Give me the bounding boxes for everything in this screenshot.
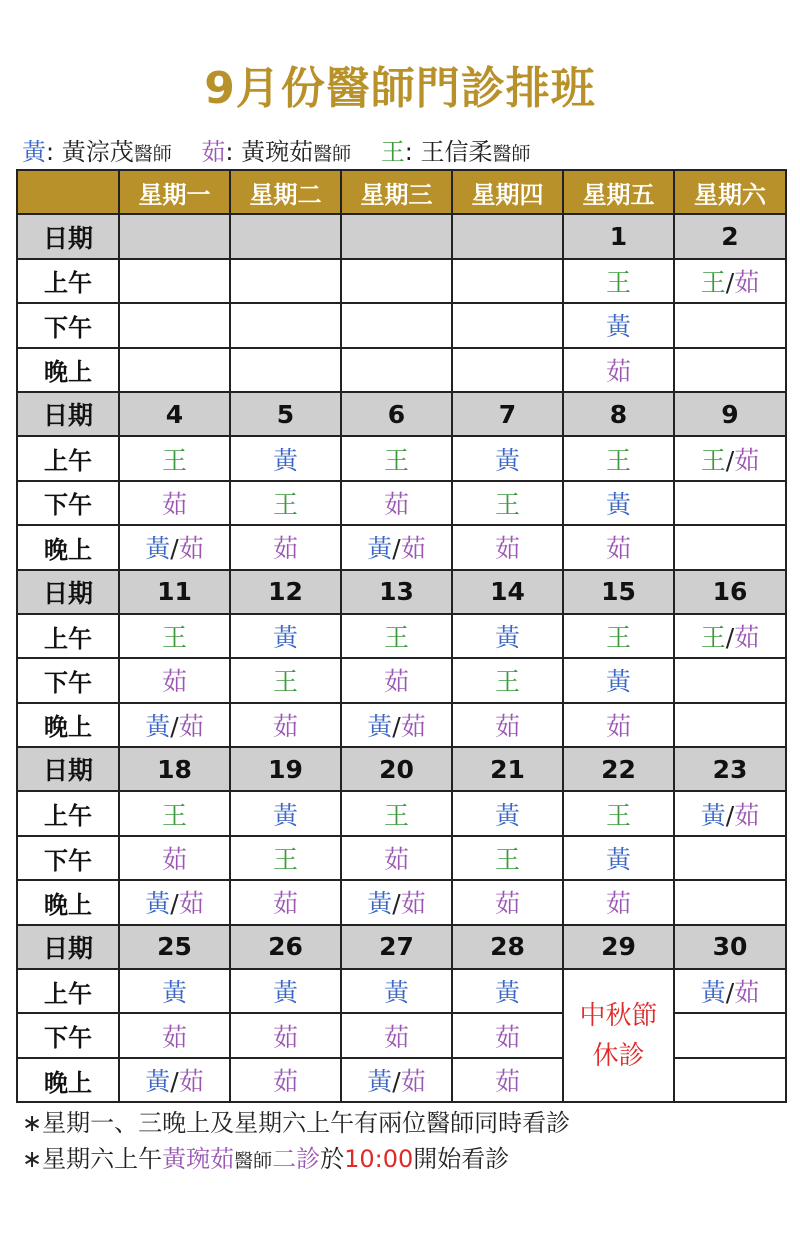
shift-cell [341,880,452,924]
doctor-mark: 茹 [272,1022,298,1052]
separator: / [170,711,179,741]
shift-cell [563,880,674,924]
shift-cell [119,1058,230,1102]
shift-cell [119,703,230,747]
shift-cell [674,259,786,303]
doctor-mark: 王 [605,267,631,297]
shift-label: 晚上 [17,525,119,569]
shift-cell [119,880,230,924]
doctor-mark: 王 [383,800,409,830]
shift-row-eve [17,348,786,392]
separator: / [170,889,179,919]
shift-cell [230,436,341,480]
shift-cell [674,703,786,747]
shift-label: 晚上 [17,880,119,924]
doctor-mark: 黃 [145,711,171,741]
shift-cell [119,969,230,1013]
date-cell: 22 [563,747,674,791]
date-cell [119,214,230,258]
shift-cell [230,836,341,880]
shift-cell [563,791,674,835]
shift-cell [119,481,230,525]
shift-label: 下午 [17,481,119,525]
notes [22,1105,570,1179]
date-cell: 27 [341,925,452,969]
shift-cell [563,303,674,347]
shift-cell [563,481,674,525]
doctor-mark: 黃 [145,889,171,919]
shift-cell [341,791,452,835]
shift-label: 下午 [17,1013,119,1057]
day-header: 星期一 [119,170,230,214]
shift-cell [563,348,674,392]
shift-row-pm [17,303,786,347]
legend-suffix: 醫師 [492,143,531,165]
doctor-mark: 黃 [367,534,393,564]
doctor-mark: 茹 [383,667,409,697]
note-2-doctor: 黃琬茹 [162,1145,235,1173]
holiday-closed: 休診 [592,1040,645,1071]
doctor-mark: 黃 [161,978,187,1008]
doctor-mark: 王 [161,445,187,475]
day-header: 星期三 [341,170,452,214]
separator: / [392,1067,401,1096]
doctor-mark: 王 [605,800,631,830]
date-cell: 20 [341,747,452,791]
doctor-mark: 黃 [494,978,520,1008]
doctor-mark: 黃 [494,623,520,653]
doctor-mark: 王 [272,667,298,697]
shift-cell [230,481,341,525]
doctor-mark: 黃 [494,445,520,475]
header-row [17,170,786,214]
doctor-mark: 黃 [272,800,298,830]
date-cell: 30 [674,925,786,969]
legend-suffix: 醫師 [313,143,352,165]
shift-cell [674,525,786,569]
doctor-mark: 茹 [272,1067,298,1096]
shift-cell [230,1058,341,1102]
schedule-table [16,169,787,1103]
doctor-mark: 黃 [367,889,393,919]
shift-cell [119,614,230,658]
doctor-mark: 王 [700,267,726,297]
shift-cell [341,1058,452,1102]
date-cell: 5 [230,392,341,436]
shift-cell [674,303,786,347]
date-cell: 1 [563,214,674,258]
shift-cell [452,481,563,525]
shift-cell [119,658,230,702]
date-cell: 11 [119,570,230,614]
doctor-mark: 茹 [272,534,298,564]
shift-cell [341,703,452,747]
doctor-mark: 茹 [161,845,187,875]
holiday-title: 中秋節 [579,1000,658,1031]
shift-row-eve [17,525,786,569]
date-cell: 7 [452,392,563,436]
note-2-suffix: 醫師 [234,1150,273,1172]
doctor-mark: 王 [272,845,298,875]
doctor-mark: 王 [383,623,409,653]
shift-cell [230,658,341,702]
shift-row-am [17,791,786,835]
shift-cell [674,658,786,702]
shift-cell [452,880,563,924]
doctor-mark: 黃 [700,800,726,830]
shift-cell [230,525,341,569]
shift-cell [674,1058,786,1102]
shift-cell [119,303,230,347]
shift-cell [674,481,786,525]
day-header: 星期四 [452,170,563,214]
doctor-mark: 茹 [161,489,187,519]
date-row [17,570,786,614]
day-header: 星期六 [674,170,786,214]
shift-row-am [17,614,786,658]
legend-name-wang: 王信柔 [420,138,493,166]
shift-row-am [17,259,786,303]
corner-cell [17,170,119,214]
doctor-legend: 黃: 黃淙茂醫師 茹: 黃琬茹醫師 王: 王信柔醫師 [22,138,531,166]
doctor-mark: 茹 [272,711,298,741]
doctor-mark: 黃 [272,623,298,653]
date-cell: 12 [230,570,341,614]
doctor-mark: 黃 [272,445,298,475]
shift-cell [341,436,452,480]
shift-cell [452,259,563,303]
shift-label: 下午 [17,303,119,347]
note-2-prefix: ∗星期六上午 [22,1145,163,1173]
note-2 [22,1141,570,1179]
doctor-mark: 茹 [494,1022,520,1052]
doctor-mark: 茹 [400,711,426,741]
date-cell: 8 [563,392,674,436]
shift-cell [452,614,563,658]
date-cell [452,214,563,258]
doctor-mark: 茹 [734,978,760,1008]
shift-cell [230,259,341,303]
doctor-mark: 黃 [494,800,520,830]
shift-cell [341,969,452,1013]
shift-cell [674,614,786,658]
shift-cell [341,525,452,569]
doctor-mark: 茹 [494,1067,520,1096]
doctor-mark: 茹 [734,445,760,475]
doctor-mark: 茹 [494,889,520,919]
shift-cell [563,436,674,480]
doctor-mark: 茹 [161,667,187,697]
shift-cell [341,259,452,303]
shift-cell [230,614,341,658]
page-title: 9月份醫師門診排班 [204,63,596,114]
date-label: 日期 [17,214,119,258]
shift-cell [452,1013,563,1057]
shift-cell [674,1013,786,1057]
shift-cell [341,1013,452,1057]
doctor-mark: 茹 [734,623,760,653]
doctor-mark: 王 [605,623,631,653]
doctor-mark: 茹 [605,711,631,741]
note-2-end: 開始看診 [413,1145,510,1173]
date-row [17,747,786,791]
shift-cell [452,969,563,1013]
shift-label: 下午 [17,658,119,702]
doctor-mark: 王 [272,489,298,519]
legend-suffix: 醫師 [133,143,172,165]
doctor-mark: 茹 [734,800,760,830]
date-cell: 16 [674,570,786,614]
shift-cell [452,436,563,480]
doctor-mark: 茹 [161,1022,187,1052]
doctor-mark: 黃 [605,312,631,342]
shift-cell [674,836,786,880]
shift-cell [452,836,563,880]
holiday-cell [563,969,674,1102]
shift-cell [452,525,563,569]
shift-cell [563,259,674,303]
doctor-mark: 黃 [383,978,409,1008]
date-cell: 29 [563,925,674,969]
shift-cell [452,303,563,347]
doctor-mark: 黃 [145,1067,171,1096]
shift-cell [674,436,786,480]
shift-label: 上午 [17,259,119,303]
date-cell [230,214,341,258]
shift-cell [230,791,341,835]
date-cell: 14 [452,570,563,614]
shift-cell [119,791,230,835]
shift-cell [563,658,674,702]
shift-row-pm [17,481,786,525]
date-cell: 4 [119,392,230,436]
separator: / [725,445,735,475]
separator: / [170,534,179,564]
shift-cell [563,836,674,880]
date-cell: 28 [452,925,563,969]
shift-cell [230,1013,341,1057]
shift-cell [119,436,230,480]
shift-cell [452,1058,563,1102]
shift-cell [230,348,341,392]
shift-cell [341,303,452,347]
date-cell [341,214,452,258]
shift-row-pm [17,836,786,880]
date-cell: 25 [119,925,230,969]
doctor-mark: 黃 [700,978,726,1008]
shift-cell [674,791,786,835]
date-row [17,214,786,258]
date-cell: 23 [674,747,786,791]
date-row [17,925,786,969]
shift-cell [230,703,341,747]
shift-label: 晚上 [17,703,119,747]
doctor-mark: 王 [161,800,187,830]
shift-cell [563,703,674,747]
date-cell: 13 [341,570,452,614]
doctor-mark: 王 [161,623,187,653]
shift-cell [119,1013,230,1057]
doctor-mark: 黃 [605,667,631,697]
legend-key-huang: 黃 [22,138,46,166]
separator: / [392,534,401,564]
doctor-mark: 茹 [400,534,426,564]
doctor-mark: 茹 [383,1022,409,1052]
shift-label: 上午 [17,436,119,480]
day-header: 星期五 [563,170,674,214]
shift-cell [452,658,563,702]
doctor-mark: 茹 [178,534,204,564]
date-label: 日期 [17,925,119,969]
doctor-mark: 茹 [605,356,631,386]
note-2-room: 二診 [272,1145,321,1173]
date-label: 日期 [17,570,119,614]
note-1: ∗星期一、三晚上及星期六上午有兩位醫師同時看診 [22,1109,571,1137]
separator: / [725,267,735,297]
doctor-mark: 黃 [605,845,631,875]
legend-name-ru: 黃琬茹 [241,138,314,166]
doctor-mark: 黃 [367,1067,393,1096]
note-2-time: 10:00 [344,1145,414,1173]
legend-name-huang: 黃淙茂 [61,138,134,166]
shift-cell [119,259,230,303]
doctor-mark: 茹 [605,889,631,919]
doctor-mark: 茹 [734,267,760,297]
shift-cell [563,525,674,569]
doctor-mark: 茹 [494,711,520,741]
shift-cell [230,969,341,1013]
doctor-mark: 王 [700,445,726,475]
date-row [17,392,786,436]
doctor-mark: 茹 [178,1067,204,1096]
doctor-mark: 茹 [178,889,204,919]
doctor-mark: 茹 [494,534,520,564]
day-header: 星期二 [230,170,341,214]
doctor-mark: 王 [494,667,520,697]
doctor-mark: 茹 [272,889,298,919]
shift-cell [119,836,230,880]
doctor-mark: 王 [605,445,631,475]
doctor-mark: 茹 [178,711,204,741]
date-cell: 15 [563,570,674,614]
date-cell: 21 [452,747,563,791]
shift-cell [341,348,452,392]
shift-cell [452,348,563,392]
legend-key-wang: 王 [380,138,405,166]
shift-label: 上午 [17,969,119,1013]
shift-label: 下午 [17,836,119,880]
shift-row-eve [17,880,786,924]
date-label: 日期 [17,392,119,436]
doctor-mark: 茹 [400,889,426,919]
doctor-mark: 茹 [400,1067,426,1096]
shift-cell [119,525,230,569]
date-cell: 19 [230,747,341,791]
date-cell: 26 [230,925,341,969]
shift-label: 上午 [17,614,119,658]
shift-cell [341,658,452,702]
shift-row-pm [17,658,786,702]
separator: / [725,978,735,1008]
legend-key-ru: 茹 [201,138,226,166]
shift-row-eve [17,703,786,747]
doctor-mark: 王 [700,623,726,653]
doctor-mark: 茹 [383,489,409,519]
separator: / [725,623,735,653]
doctor-mark: 黃 [605,489,631,519]
separator: / [392,889,401,919]
shift-cell [452,791,563,835]
shift-label: 上午 [17,791,119,835]
shift-cell [341,614,452,658]
note-2-mid: 於 [320,1145,345,1173]
doctor-mark: 黃 [272,978,298,1008]
shift-cell [230,303,341,347]
separator: / [170,1067,179,1096]
doctor-mark: 王 [383,445,409,475]
doctor-mark: 王 [494,489,520,519]
shift-cell [230,880,341,924]
shift-cell [119,348,230,392]
doctor-mark: 黃 [367,711,393,741]
shift-row-am [17,436,786,480]
doctor-mark: 茹 [383,845,409,875]
shift-cell [674,969,786,1013]
doctor-mark: 茹 [605,534,631,564]
shift-row-am [17,969,786,1013]
shift-cell [674,348,786,392]
shift-cell [563,614,674,658]
shift-cell [341,836,452,880]
date-label: 日期 [17,747,119,791]
date-cell: 9 [674,392,786,436]
date-cell: 6 [341,392,452,436]
doctor-mark: 黃 [145,534,171,564]
shift-label: 晚上 [17,348,119,392]
shift-cell [452,703,563,747]
separator: / [392,711,401,741]
shift-cell [341,481,452,525]
shift-cell [674,880,786,924]
date-cell: 2 [674,214,786,258]
date-cell: 18 [119,747,230,791]
shift-label: 晚上 [17,1058,119,1102]
separator: / [725,800,735,830]
doctor-mark: 王 [494,845,520,875]
